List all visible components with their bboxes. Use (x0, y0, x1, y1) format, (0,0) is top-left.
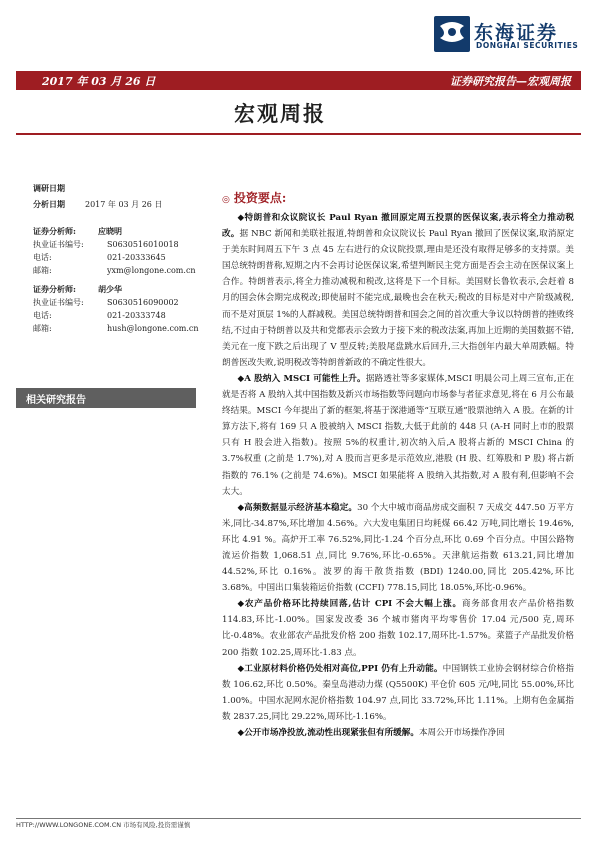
email-label: 邮箱: (33, 324, 52, 333)
point-lead: ◆A 股纳入 MSCI 可能性上升。 (237, 373, 366, 384)
point-lead: ◆工业原材料价格仍处相对高位,PPI 仍有上升动能。 (237, 663, 443, 674)
analysis-date-label: 分析日期 (33, 199, 65, 209)
point-text: 本周公开市场操作净回 (418, 728, 505, 738)
research-date-label: 调研日期 (33, 183, 65, 193)
email-link[interactable]: yxm@longone.com.cn (107, 266, 196, 275)
point-text: 据路透社等多家媒体,MSCI 明晨公司上周三宣布,正在就是否将 A 股纳入其中国指数及新兴市场指数等问题向市场参与者征求意见,将在 6 月公布最终结果。MSCI 今年提出了新的框架,将基于深港通等“互联互通”股票池纳入 A 股。在新的计算方法下,将有 169 只 A 股被纳入 MSCI 指数,大低于此前的 448 只 (A-H 同时上市的股票只有 H 股会进入指数)。按照 5%的权重计,初次纳入后,A 股将占新的 MSCI China 的 3.7%权重 (之前是 1.7%),对 A 股而言更多是示范效应,港股 (H 股、红筹股和 P 股) 将占新指数的 76.1% (之前是 74.6%)。MSCI 如果能将 A 股纳入其指数,对 A 股有利,但影响不会太大。 (222, 373, 574, 497)
footer-text: HTTP://WWW.LONGONE.COM.CN 市场有风险,投资需谨慎 (16, 821, 191, 829)
donghai-logo-icon (434, 16, 470, 52)
report-banner (16, 71, 581, 90)
report-series: 证券研究报告—宏观周报 (450, 75, 571, 88)
page-title: 宏观周报 (234, 101, 326, 126)
analyst-name: 应晓明 (97, 226, 122, 236)
email-label: 邮箱: (33, 266, 52, 275)
cert-number: S0630516090002 (107, 298, 179, 307)
target-icon: ◎ (222, 195, 230, 205)
report-date: 2017 年 03 月 26 日 (42, 75, 156, 88)
email-link[interactable]: hush@longone.com.cn (107, 324, 199, 333)
analyst-name: 胡少华 (97, 284, 122, 294)
analyst-role: 证券分析师: (33, 226, 76, 236)
analyst-role: 证券分析师: (33, 284, 76, 294)
related-reports-label: 相关研究报告 (26, 395, 86, 406)
phone-number: 021-20333645 (107, 253, 166, 262)
analyst-1 (33, 225, 208, 238)
phone-label: 电话: (33, 311, 52, 320)
footer-divider (16, 818, 581, 819)
analysis-date: 2017 年 03 月 26 日 (85, 200, 163, 209)
point-text: 商务部食用农产品价格指数 114.83,环比-1.00%。国家发改委 36 个城市猪肉平均零售价 17.04 元/500 克,周环比-0.48%。农业部农产品批发价格 200 指数 102.17,周环比-1.57%。菜篮子产品批发价格 200 指数 102.25,周环比-1.83 点。 (222, 599, 574, 658)
point-text: 中国钢铁工业协会钢材综合价格指数 106.62,环比 0.50%。秦皇岛港动力煤 (Q5500K) 平仓价 605 元/吨,同比 55.00%,环比 1.00%。中国水泥网水泥价格指数 104.97 点,同比 33.72%,环比 1.11%。上期有色金属指数 2837.25,同比 29.22%,周环比-1.16%。 (222, 663, 574, 722)
cert-label: 执业证书编号: (33, 240, 84, 249)
cert-number: S0630516010018 (107, 240, 179, 249)
title-divider (16, 133, 581, 135)
analyst-2 (33, 283, 208, 296)
point-paragraph (222, 371, 574, 500)
point-paragraph (222, 500, 574, 597)
point-text: 30 个大中城市商品房成交面积 7 天成交 447.50 万平方米,同比-34.87%,环比增加 4.56%。六大发电集团日均耗煤 66.42 万吨,同比增长 19.46%,环比 4.91 %。高炉开工率 76.52%,同比-1.24 个百分点,环比 0.69 个百分点。中国公路物流运价指数 1,068.51 点,同比 9.76%,环比-0.65%。天津航运指数 613.21,同比增加 44.52%,环比 0.16%。波罗的海干散货指数 (BDI) 1240.00,同比 205.42%,环比 3.68%。中国出口集装箱运价指数 (CCFI) 778.15,同比 18.05%,环比-0.96%。 (222, 502, 574, 594)
point-paragraph (222, 725, 574, 741)
point-paragraph (222, 210, 574, 371)
points-heading (222, 189, 286, 206)
point-paragraph (222, 596, 574, 660)
brand-name: 东海证券 (474, 22, 559, 44)
points-heading-text: 投资要点: (233, 191, 287, 205)
related-reports-bar (16, 388, 196, 408)
point-lead: ◆特朗普和众议院议长 Paul Ryan 撤回原定周五投票的医保议案,表示将全力推动税改。 (222, 213, 574, 240)
phone-label: 电话: (33, 253, 52, 262)
point-text: 据 NBC 新闻和美联社报道,特朗普和众议院议长 Paul Ryan 撤回了医保议案,取消原定于美东时间周五下午 3 点 45 左右进行的众议院投票,理由是还没有取得足够多的支持票。美国总统特朗普称,短期之内不会再讨论医保议案,希望判断民主党方面是否会主动在医保议案上合作。特朗普表示,将全力推动减税和税改,这将是下一个目标。美国财长鲁钦表示,会赶着 8 月的国会休会期完成税改;即使届时不能完成,最晚也会在秋天;税改的目标是对中产阶级减税,而不是对顶层 1%的人群减税。美国总统特朗普和国会之间的首次重大争议以特朗普的挫败终结,不过由于特朗普以及共和党都表示会致力于接下来的税改法案,再加上近期的美国数据不错,美元在一度下跌之后出现了 V 型反转;美股尾盘跳水后回升,三大指创年内最大单周跌幅。特朗普医改失败,说明税改等特朗普新政的不确定性很大。 (222, 229, 574, 368)
point-lead: ◆公开市场净投放,流动性出现紧张但有所缓解。 (237, 728, 419, 738)
cert-label: 执业证书编号: (33, 298, 84, 307)
point-lead: ◆农产品价格环比持续回落,估计 CPI 不会大幅上涨。 (237, 599, 462, 610)
report-meta (33, 182, 208, 335)
points-body (222, 210, 574, 741)
point-paragraph (222, 661, 574, 725)
brand-name-en: DONGHAI SECURITIES (476, 41, 579, 50)
phone-number: 021-20333748 (107, 311, 166, 320)
point-lead: ◆高频数据显示经济基本稳定。 (237, 502, 358, 513)
